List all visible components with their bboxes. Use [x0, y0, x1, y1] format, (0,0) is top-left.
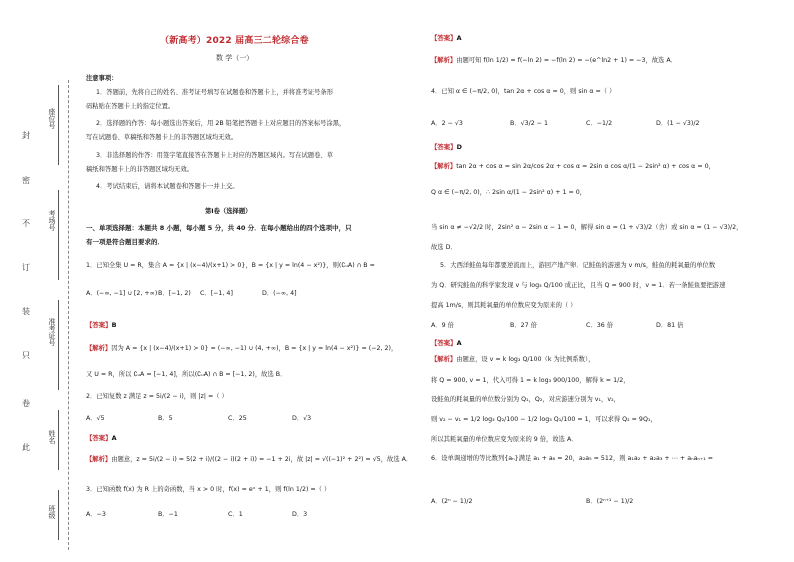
answer-tag: 【答案】 — [86, 321, 112, 329]
seal-char: 不 — [22, 219, 30, 228]
explanation-line: 则 v₂ − v₁ = 1/2 log₃ Q₂/100 − 1/2 log₃ Q₁/100 = 1，可以求得 Q₂ = 9Q₁， — [431, 416, 657, 423]
option-a: A．2 − √3 — [431, 120, 463, 127]
notes-line: 1．答题前，先将自己的姓名、准考证号填写在试题卷和答题卡上，并将准考证号条形 — [96, 89, 333, 96]
explanation-text: 因为 A = {x | (x−4)/(x+1) > 0} = (−∞, −1) ∪ (4, +∞)，B = {x | y = ln(4 − x²)} = (−2, 2)， — [111, 345, 398, 352]
option-d: D．(1 − √3)/2 — [656, 120, 700, 127]
option-c: C．[−1, 4] — [200, 290, 233, 297]
explanation-line — [431, 163, 715, 171]
seal-char: 装 — [22, 307, 30, 316]
section-intro: 有一项是符合题目要求的． — [86, 238, 164, 246]
option-b: B．√3/2 − 1 — [510, 120, 549, 127]
section-intro: 一、单项选择题：本题共 8 小题，每小题 5 分，共 40 分．在每小题给出的四个选项中，只 — [86, 224, 352, 232]
section-title: 第Ⅰ卷（选择题） — [205, 208, 252, 215]
option-c: C．1 — [228, 511, 243, 518]
option-c: C．−1/2 — [586, 120, 613, 127]
seal-char: 密 — [22, 176, 30, 185]
page-subtitle: 数 学（一） — [216, 54, 254, 62]
explanation-tag: 【解析】 — [431, 163, 457, 170]
notes-line: 稿纸和答题卡上的非答题区域均无效。 — [86, 166, 194, 173]
option-c: C．36 倍 — [586, 322, 614, 329]
explanation-text: 由题可知 f(ln 1/2) = f(−ln 2) = −f(ln 2) = −(e^ln2 + 1) = −3，故选 A． — [456, 57, 677, 64]
seal-char: 卷 — [22, 399, 30, 408]
exam-underline — [58, 190, 59, 280]
explanation-line: 所以其耗氧量的单位数应变为原来的 9 倍，故选 A． — [431, 436, 578, 443]
question-5: 5．大西洋鲑鱼每年都要逆流而上，游回产地产卵．记鲑鱼的游速为 v m/s，鲑鱼的耗氧量的单位数 — [440, 262, 716, 269]
question-1: 1．已知全集 U = R，集合 A = {x | (x−4)/(x+1) > 0}，B = {x | y = ln(4 − x²)}，则(∁ᵤA) ∩ B = — [86, 262, 375, 269]
notes-line: 2．选择题的作答：每小题选出答案后，用 2B 铅笔把答题卡上对应题目的答案标号涂黑， — [96, 120, 346, 127]
class-underline — [58, 490, 59, 540]
option-a: A．(2ⁿ − 1)/2 — [431, 498, 473, 505]
question-5: 为 Q．研究鲑鱼的科学家发现 v 与 log₃ Q/100 成正比，且当 Q = 900 时，v = 1．若一条鲑鱼要把游速 — [431, 282, 726, 289]
explanation-text: 由题意，设 v = k log₃ Q/100（k 为比例系数）， — [456, 356, 595, 363]
seal-char: 此 — [22, 443, 30, 452]
explanation-line — [86, 345, 397, 353]
option-b: B．[−1, 2) — [158, 290, 191, 297]
notes-heading: 注意事项： — [86, 75, 118, 82]
answer-tag: 【答案】 — [431, 34, 457, 42]
answer-value: A — [111, 434, 117, 442]
answer-value: B — [111, 321, 117, 329]
explanation-line: 又 U = R，所以 ∁ᵤA = [−1, 4]，所以(∁ᵤA) ∩ B = [−1, 2)，故选 B． — [86, 371, 287, 378]
explanation-text: 由题意，z = 5i/(2 − i) = 5(2 + i)/((2 − i)(2 + i)) = −1 + 2i，故 |z| = √((−1)² + 2²) = √5，故选 A． — [111, 456, 413, 463]
answer-label — [431, 143, 462, 151]
option-d: D．81 倍 — [656, 322, 684, 329]
explanation-tag: 【解析】 — [431, 57, 457, 64]
seal-char: 只 — [22, 351, 30, 360]
answer-label — [86, 321, 116, 329]
option-a: A．(−∞, −1] ∪ [2, +∞) — [86, 290, 158, 297]
name-label: 姓名 — [48, 430, 56, 444]
seal-char: 订 — [22, 263, 30, 272]
option-b: B．27 倍 — [510, 322, 537, 329]
question-2: 2．已知复数 z 满足 z = 5i/(2 − i)，则 |z| =（ ） — [86, 393, 228, 400]
option-a: A．9 倍 — [431, 322, 454, 329]
option-d: D．(−∞, 4] — [262, 290, 297, 297]
answer-value: A — [456, 34, 462, 42]
option-a: A．√5 — [86, 415, 105, 422]
option-c: C．25 — [228, 415, 247, 422]
answer-value: D — [456, 143, 462, 151]
explanation-text: tan 2α + cos α = sin 2α/cos 2α + cos α = 2sin α cos α/(1 − 2sin² α) + cos α = 0， — [456, 163, 715, 170]
answer-tag: 【答案】 — [431, 339, 457, 347]
explanation-line — [431, 57, 677, 65]
answer-label — [86, 434, 117, 442]
question-6: 6．设单调递增的等比数列{aₙ}满足 a₁ + a₆ = 20，a₂a₅ = 512，则 a₁a₂ + a₂a₃ + ⋯ + aₙaₙ₊₁ = — [431, 455, 714, 462]
notes-line: 3．非选择题的作答：用签字笔直接答在答题卡上对应的答题区域内。写在试题卷、草 — [96, 152, 333, 159]
option-b: B．(2ⁿ⁺¹ − 1)/2 — [586, 498, 634, 505]
explanation-line: Q α ∈ (−π/2, 0)，∴ 2sin α/(1 − 2sin² α) + 1 = 0， — [431, 189, 587, 196]
option-b: B．5 — [158, 415, 173, 422]
option-b: B．−1 — [158, 511, 178, 518]
option-d: D．3 — [292, 511, 308, 518]
seat-underline — [58, 85, 59, 165]
question-5: 提高 1m/s，则其耗氧量的单位数应变为原来的（ ） — [431, 302, 577, 309]
answer-label — [431, 339, 462, 347]
question-4: 4．已知 α ∈ (−π/2, 0)，tan 2α + cos α = 0，则 sin α =（ ） — [431, 88, 616, 95]
seal-char: 封 — [22, 131, 30, 140]
seat-label: 座位号 — [48, 108, 56, 129]
option-d: D．√3 — [292, 415, 312, 422]
explanation-line: 将 Q = 900, v = 1，代入可得 1 = k log₃ 900/100，解得 k = 1/2， — [431, 377, 630, 384]
explanation-line — [86, 456, 412, 464]
class-label: 班级 — [48, 505, 56, 519]
notes-line: 4．考试结束后，请将本试题卷和答题卡一并上交。 — [96, 183, 239, 190]
explanation-tag: 【解析】 — [86, 456, 112, 463]
question-3: 3．已知函数 f(x) 为 R 上的奇函数，当 x > 0 时，f(x) = eˣ + 1，则 f(ln 1/2) =（ ） — [86, 486, 331, 493]
answer-value: A — [456, 339, 462, 347]
explanation-line — [431, 356, 594, 364]
binding-line — [68, 80, 69, 550]
explanation-tag: 【解析】 — [431, 356, 457, 363]
admission-underline — [58, 300, 59, 390]
notes-line: 写在试题卷、草稿纸和答题卡上的非答题区域均无效。 — [86, 134, 238, 141]
explanation-line: 当 sin α ≠ −√2/2 时，2sin² α − 2sin α − 1 = 0，解得 sin α = (1 + √3)/2（舍）或 sin α = (1 − √3)/2， — [431, 224, 743, 231]
admission-label: 准考证号 — [48, 318, 56, 346]
explanation-tag: 【解析】 — [86, 345, 112, 352]
explanation-line: 故选 D． — [431, 244, 457, 251]
exam-label: 考场号 — [48, 210, 56, 231]
answer-tag: 【答案】 — [86, 434, 112, 442]
name-underline — [58, 410, 59, 470]
answer-label — [431, 34, 462, 42]
page-title: （新高考）2022 届高三二轮综合卷 — [160, 36, 309, 46]
explanation-line: 设鲑鱼的耗氧量的单位数分别为 Q₁，Q₂，对应游速分别为 v₁，v₂， — [431, 396, 620, 403]
notes-line: 码粘贴在答题卡上的指定位置。 — [86, 103, 175, 110]
option-a: A．−3 — [86, 511, 106, 518]
answer-tag: 【答案】 — [431, 143, 457, 151]
